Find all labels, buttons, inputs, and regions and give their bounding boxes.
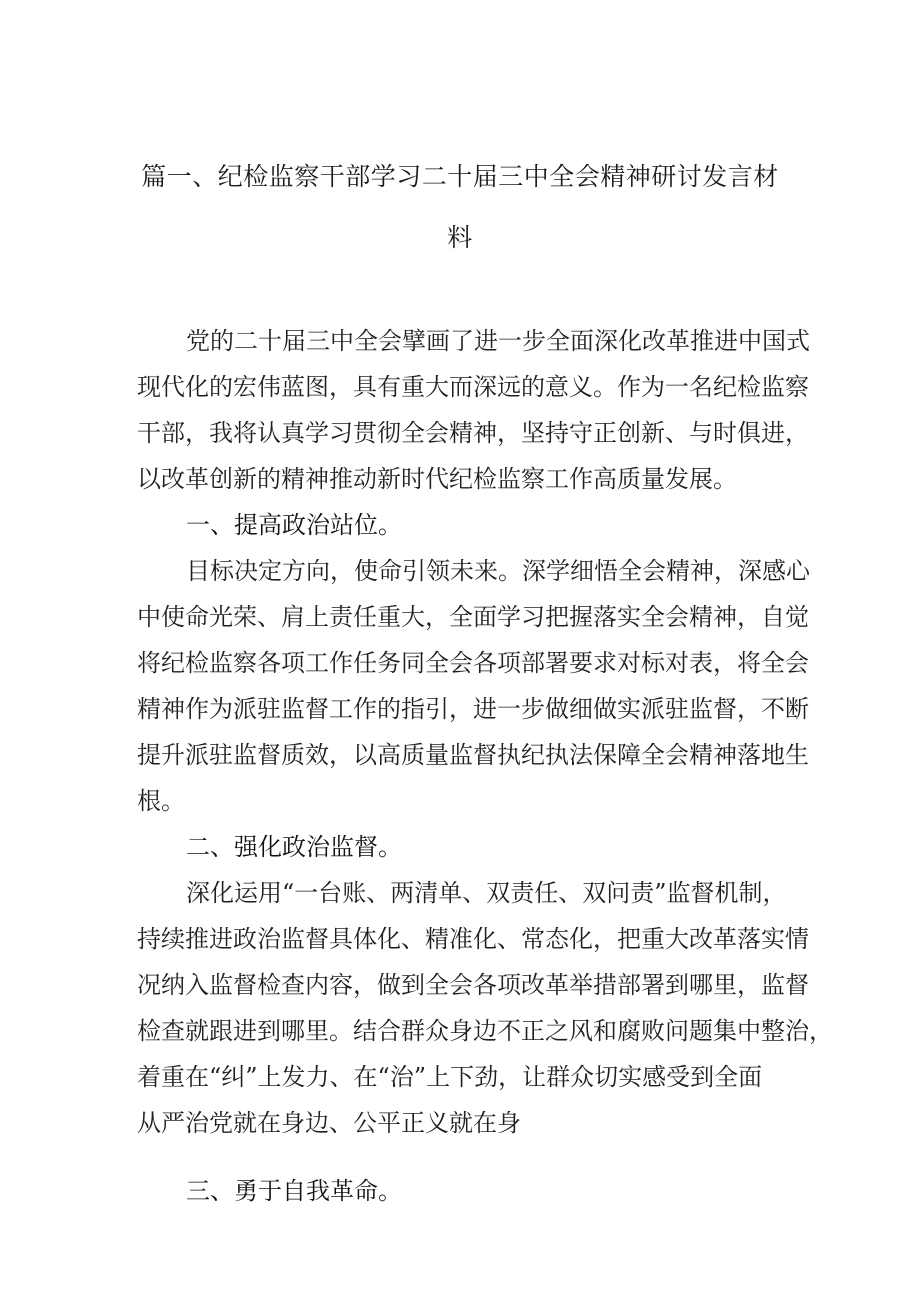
intro-line: 党的二十届三中全会擘画了进一步全面深化改革推进中国式	[186, 327, 810, 355]
document-title: 篇一、纪检监察干部学习二十届三中全会精神研讨发言材	[141, 162, 779, 191]
section2-line: 深化运用“一台账、两清单、双责任、双问责”监督机制，	[186, 879, 787, 907]
section-heading-1: 一、提高政治站位。	[186, 511, 402, 539]
section1-line: 中使命光荣、肩上责任重大，全面学习把握落实全会精神，自觉	[137, 603, 809, 631]
section1-line: 目标决定方向，使命引领未来。深学细悟全会精神，深感心	[186, 557, 810, 585]
intro-line: 干部，我将认真学习贯彻全会精神，坚持守正创新、与时俱进，	[137, 419, 809, 447]
section2-line: 着重在“纠”上发力、在“治”上下劲，让群众切实感受到全面	[137, 1063, 763, 1091]
document-title-continued: 料	[447, 223, 473, 252]
section2-line: 况纳入监督检查内容，做到全会各项改革举措部署到哪里，监督	[137, 971, 809, 999]
section2-line: 从严治党就在身边、公平正义就在身	[137, 1109, 521, 1137]
section-heading-3: 三、勇于自我革命。	[186, 1177, 402, 1205]
intro-line: 以改革创新的精神推动新时代纪检监察工作高质量发展。	[137, 465, 737, 493]
section2-line: 检查就跟进到哪里。结合群众身边不正之风和腐败问题集中整治，	[137, 1017, 833, 1045]
intro-line: 现代化的宏伟蓝图，具有重大而深远的意义。作为一名纪检监察	[137, 373, 809, 401]
section1-line: 精神作为派驻监督工作的指引，进一步做细做实派驻监督，不断	[137, 695, 809, 723]
section2-line: 持续推进政治监督具体化、精准化、常态化，把重大改革落实情	[137, 925, 809, 953]
section1-line: 提升派驻监督质效，以高质量监督执纪执法保障全会精神落地生	[137, 741, 809, 769]
section1-line: 将纪检监察各项工作任务同全会各项部署要求对标对表，将全会	[137, 649, 809, 677]
section1-line: 根。	[137, 787, 185, 815]
section-heading-2: 二、强化政治监督。	[186, 833, 402, 861]
